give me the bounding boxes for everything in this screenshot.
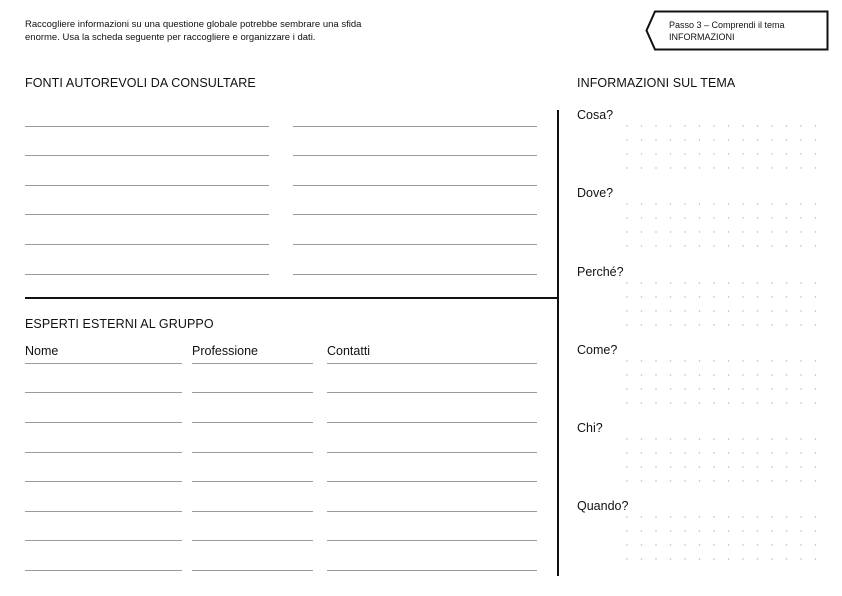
profession-line [192,540,313,541]
contacts-line [327,570,537,571]
step-badge [645,10,829,51]
question-who: Chi? [577,421,603,435]
name-line [25,363,182,364]
dot-grid [626,282,821,327]
section-divider-vertical [557,110,559,576]
column-header-contacts: Contatti [327,344,371,358]
dot-grid [626,203,821,248]
name-line [25,511,182,512]
contacts-line [327,511,537,512]
contacts-line [327,481,537,482]
source-line-left [25,244,269,245]
name-line [25,540,182,541]
info-title: INFORMAZIONI SUL TEMA [577,76,736,90]
profession-line [192,481,313,482]
section-divider-horizontal [25,297,557,299]
question-what: Cosa? [577,108,614,122]
source-line-right [293,214,537,215]
profession-line [192,511,313,512]
column-header-name: Nome [25,344,59,358]
contacts-line [327,392,537,393]
contacts-line [327,540,537,541]
name-line [25,481,182,482]
intro-line-2: enorme. Usa la scheda seguente per raccogliere e organizzare i dati. [25,32,316,43]
dot-grid [626,516,821,561]
dot-grid [626,438,821,483]
intro-text [25,18,445,44]
experts-title: ESPERTI ESTERNI AL GRUPPO [25,317,214,331]
source-line-right [293,185,537,186]
name-line [25,392,182,393]
step-label: Passo 3 – Comprendi il tema [669,20,785,30]
source-line-left [25,185,269,186]
name-line [25,570,182,571]
sources-title: FONTI AUTOREVOLI DA CONSULTARE [25,76,256,90]
profession-line [192,422,313,423]
column-header-profession: Professione [192,344,259,358]
profession-line [192,452,313,453]
question-where: Dove? [577,186,614,200]
question-when: Quando? [577,499,629,513]
dot-grid [626,360,821,405]
question-why: Perché? [577,265,624,279]
intro-line-1: Raccogliere informazioni su una questione globale potrebbe sembrare una sfida [25,19,362,30]
step-sublabel: INFORMAZIONI [669,32,735,42]
profession-line [192,363,313,364]
source-line-left [25,155,269,156]
source-line-left [25,214,269,215]
source-line-left [25,274,269,275]
profession-line [192,570,313,571]
source-line-right [293,126,537,127]
contacts-line [327,363,537,364]
profession-line [192,392,313,393]
source-line-left [25,126,269,127]
name-line [25,452,182,453]
contacts-line [327,422,537,423]
dot-grid [626,125,821,170]
source-line-right [293,274,537,275]
contacts-line [327,452,537,453]
question-how: Come? [577,343,618,357]
source-line-right [293,244,537,245]
name-line [25,422,182,423]
source-line-right [293,155,537,156]
